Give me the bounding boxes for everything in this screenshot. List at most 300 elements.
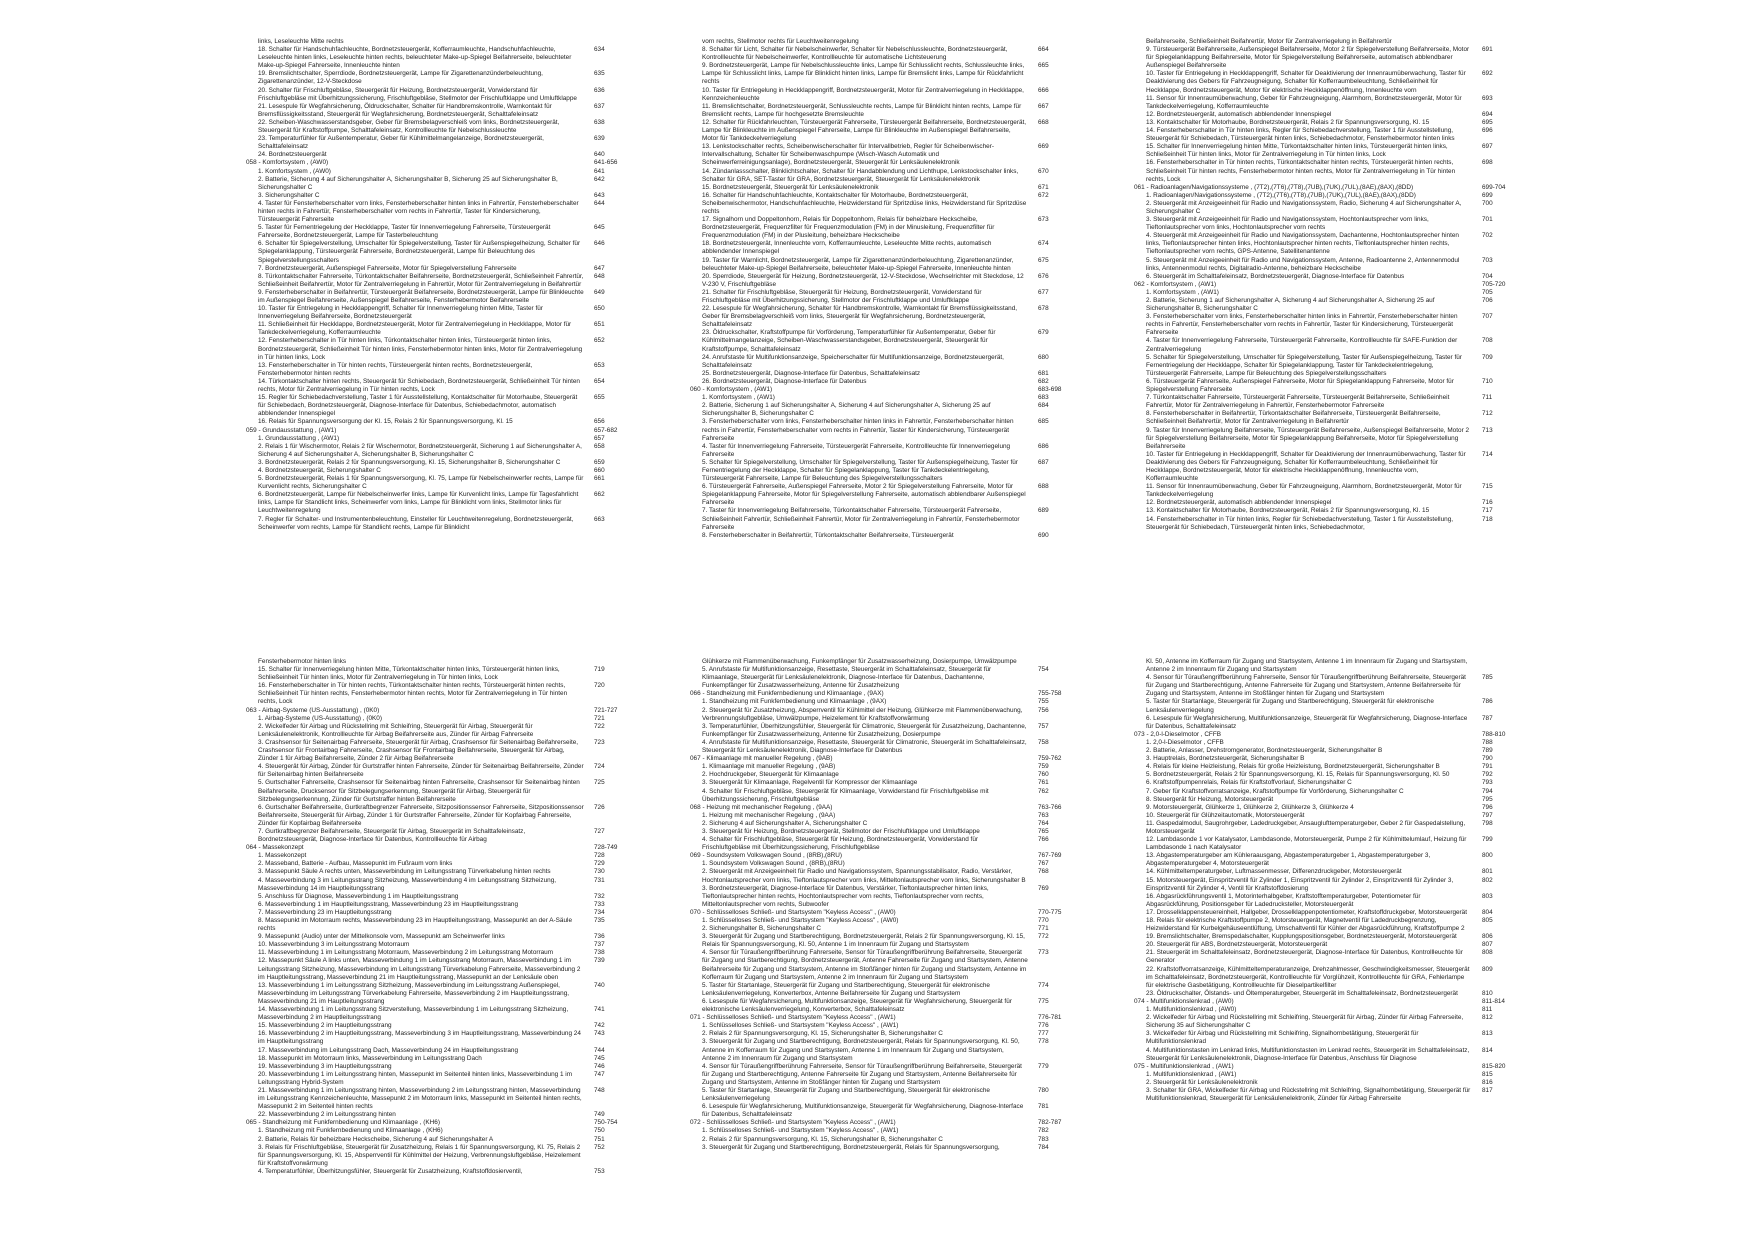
entry-title: 4. Masseverbindung 3 im Leitungsstrang Sitzheizung, Masseverbindung 4 im Leitungsstrang Sitzheizung, Masseverbindung 14 im Hauptleitungsstrang	[258, 876, 557, 892]
entry-page: 637	[594, 102, 605, 110]
entry-page: 810	[1482, 989, 1493, 997]
toc-entry	[258, 957, 628, 981]
entry-page: 812	[1482, 1014, 1493, 1022]
entry-page: 788-810	[1482, 730, 1506, 738]
entry-title: vorn rechts, Stellmotor rechts für Leuchtweitenregelung	[702, 38, 859, 45]
entry-title: 6. Türsteuergerät Fahrerseite, Außenspiegel Fahrerseite, Motor für Spiegelanklappung Fahrerseite, Motor für Spiegelverstellung Fahrerseite	[1146, 377, 1454, 394]
section-heading	[246, 426, 628, 435]
entry-page: 779	[1038, 1062, 1049, 1070]
entry-title: 4. Steuergerät für Airbag, Zünder für Gurtstraffer hinten Fahrerseite, Zünder für Seitenairbag Beifahrerseite, Zünder für Seitenairbag hinten Beifahrerseite	[258, 763, 584, 779]
entry-title: 14. Kühlmitteltemperaturgeber, Luftmassenmesser, Differenzdruckgeber, Motorsteuergerät	[1146, 868, 1402, 876]
entry-title: 3. Relais für Frischluftgebläse, Steuergerät für Zusatzheizung, Relais 1 für Spannungsversorgung, Kl. 75, Relais 2 für Spannungsversorgung, Kl. 15, Absperrventil für Kühlmittel der Heizung, Verbrennungsluftgebläse, Heizelement für Kraftstoffvorwärmung	[258, 1143, 581, 1167]
toc-entry	[702, 836, 1072, 852]
entry-page: 657-682	[594, 426, 618, 434]
entry-title: 3. Steuergerät für Zugang und Startberechtigung, Bordnetzsteuergerät, Relais für Spannungsversorgung,	[702, 1143, 1000, 1151]
entry-title: 10. Taster für Entriegelung in Heckklappengriff, Bordnetzsteuergerät, Motor für Zentralverriegelung in Heckklappe, Kennzeichenleuchte	[702, 86, 1024, 102]
entry-page: 752	[594, 1143, 605, 1151]
entry-page: 726	[594, 803, 605, 811]
entry-page: 713	[1482, 426, 1493, 434]
entry-page: 770-775	[1038, 908, 1062, 916]
toc-entry	[1146, 297, 1516, 313]
entry-title: 2. Steuergerät mit Anzeigeeinheit für Radio und Navigationssystem, Radio, Sicherung 4 auf Sicherungshalter A, Sicherungshalter C	[1146, 199, 1462, 215]
toc-entry	[1146, 232, 1516, 256]
toc-entry	[1146, 917, 1516, 933]
toc-entry	[702, 1063, 1072, 1087]
entry-title: 3. Steuergerät für Zugang und Startberechtigung, Bordnetzsteuergerät, Relais 2 für Spannungsversorgung, Kl. 15, Relais für Spannungsversorgung, Kl. 50, Antenne 1 im Innenraum für Zugang und Startsystem	[702, 933, 1025, 949]
entry-title: 13. Kontaktschalter für Motorhaube, Bordnetzsteuergerät, Relais 2 für Spannungsversorgung, Kl. 15	[1146, 507, 1430, 515]
toc-entry	[1146, 779, 1516, 787]
entry-title: 060 - Komfortsystem , (AW1)	[690, 386, 773, 394]
column-top-left	[246, 38, 628, 532]
entry-title: 9. Türsteuergerät Beifahrerseite, Außenspiegel Beifahrerseite, Motor 2 für Spiegelverstellung Beifahrerseite, Motor für Spiegelanklappung Beifahrerseite, Motor für Spiegelverstellung Beifahrerseite, automatisch abblendbarer Außenspiegel Beifahrerseite	[1146, 46, 1470, 70]
entry-page: 683	[1038, 394, 1049, 402]
toc-entry	[258, 362, 628, 378]
toc-entry	[258, 949, 628, 957]
entry-page: 669	[1038, 143, 1049, 151]
entry-title: 12. Bordnetzsteuergerät, automatisch abblendender Innenspiegel	[1146, 110, 1332, 118]
toc-entry	[258, 1136, 628, 1144]
entry-page: 755	[1038, 698, 1049, 706]
toc-entry	[1146, 763, 1516, 771]
entry-title: 7. Gurtkraftbegrenzer Beifahrerseite, Steuergerät für Airbag, Steuergerät im Schalttafeleinsatz, Bordnetzsteuergerät, Diagnose-Interface für Datenbus, Kontrollleuchte für Airbag	[258, 827, 526, 844]
entry-title: 20. Sperrdiode, Steuergerät für Heizung, Bordnetzsteuergerät, 12-V-Steckdose, Wechselrichter mit Steckdose, 12 V-230 V, Frischluftgebläse	[702, 272, 1024, 288]
entry-page: 666	[1038, 86, 1049, 94]
entry-title: 075 - Multifunktionslenkrad , (AW1)	[1134, 1062, 1234, 1070]
entry-title: 5. Schalter für Spiegelverstellung, Umschalter für Spiegelverstellung, Taster für Außenspiegelheizung, Taster für Fernentriegelung der Heckklappe, Schalter für Spiegelanklappung, Taster für Tankdeckelentriegelung, Türsteuergerät Fahrerseite, Lampe für Beleuchtung des Spiegelverstellungsschalters	[1146, 353, 1462, 377]
toc-entry	[702, 820, 1072, 828]
entry-page: 786	[1482, 698, 1493, 706]
entry-title: 18. Massepunkt im Motorraum links, Masseverbindung im Leitungsstrang Dach	[258, 1054, 482, 1062]
entry-title: 4. Sensor für Türaußengriffberührung Fahrerseite, Sensor für Türaußengriffberührung Beifahrerseite, Steuergerät für Zugang und Startberechtigung, Antenne Fahrerseite für Zugang und Startsystem, Antenne Beifahrerseite für Zugang und Startsystem, Antenne im Stoßfänger hinten für Zugang und Startsystem	[1146, 674, 1466, 698]
entry-page: 791	[1482, 763, 1493, 771]
section-heading	[690, 852, 1072, 860]
entry-page: 770	[1038, 917, 1049, 924]
entry-page: 679	[1038, 329, 1049, 337]
entry-page: 751	[594, 1135, 605, 1143]
entry-title: 12. Lambdasonde 1 vor Katalysator, Lambdasonde, Motorsteuergerät, Pumpe 2 für Kühlmittelumlauf, Heizung für Lambdasonde 1 nach Katalysator	[1146, 836, 1467, 852]
entry-page: 702	[1482, 232, 1493, 240]
entry-title: 23. Öldruckschalter, Kraftstoffpumpe für Vorförderung, Temperaturfühler für Außentemperatur, Geber für Kühlmittelmangelanzeige, Scheiben-Waschwasserstandsgeber, Bordnetzsteuergerät, Steuergerät für Kraftstoffpumpe, Schalttafeleinsatz	[702, 329, 996, 353]
toc-entry	[258, 682, 628, 706]
toc-entry	[1146, 933, 1516, 941]
entry-title: 12. Massepunkt Säule A links unten, Masseverbindung 1 im Leitungsstrang Motorraum, Masseverbindung 1 im Leitungsstrang Sitzheizung, Masseverbindung im Leitungsstrang Türverkabelung Fahrerseite, Masseverbindung 2 im Hauptleitungsstrang, Masseverbindung 21 im Hauptleitungsstrang, Massepunkt an der Lenksäule oben	[258, 957, 581, 981]
entry-title: 15. Schalter für Innenverriegelung hinten Mitte, Türkontaktschalter hinten links, Türsteuergerät hinten links, Schließeinheit Tür hinten links, Motor für Zentralverriegelung in Tür hinten links, Lock	[1146, 143, 1448, 159]
entry-title: 073 - 2,0-l-Dieselmotor , CFFB	[1134, 730, 1222, 738]
entry-title: 8. Massepunkt im Motorraum rechts, Masseverbindung 23 im Hauptleitungsstrang, Massepunkt an der A-Säule rechts	[258, 917, 573, 933]
entry-title: 6. Türsteuergerät Fahrerseite, Außenspiegel Fahrerseite, Motor 2 für Spiegelverstellung Fahrerseite, Motor für Spiegelanklappung Fahrerseite, Motor für Spiegelverstellung Fahrerseite, automatisch abblendbarer Außenspiegel Fahrerseite	[702, 483, 1026, 507]
entry-title: 7. Türkontaktschalter Fahrerseite, Türsteuergerät Fahrerseite, Türsteuergerät Beifahrerseite, Schließeinheit Fahrertür, Motor für Zentralverriegelung in Fahrertür, Fensterhebermotor Fahrerseite	[1146, 394, 1450, 410]
toc-entry	[702, 87, 1072, 103]
entry-title: 14. Fensterheberschalter in Tür hinten links, Regler für Schiebedachverstellung, Taster 1 für Ausstellstellung, Steuergerät für Schiebedach, Türsteuergerät hinten links, Schiebedachmotor,	[1146, 515, 1454, 531]
section-heading	[690, 1014, 1072, 1022]
toc-entry	[1146, 516, 1516, 532]
entry-title: 3. Crashsensor für Seitenairbag Fahrerseite, Steuergerät für Airbag, Crashsensor für Seitenairbag Beifahrerseite, Crashsensor für Frontairbag Fahrerseite, Crashsensor für Frontairbag Beifahrerseite, Steuergerät für Airbag, Zünder 1 für Airbag Beifahrerseite, Zünder 2 für Airbag Beifahrerseite	[258, 738, 579, 763]
entry-title: 17. Signalhorn und Doppeltonhorn, Relais für Doppeltonhorn, Relais für beheizbare Heckscheibe, Bordnetzsteuergerät, Frequenzfilter für Frequenzmodulation (FM) in der Minusleitung, Frequenzfilter für Frequenzmodulation (FM) in der Plusleitung, beheizbare Heckscheibe	[702, 216, 995, 240]
entry-page: 661	[594, 475, 605, 483]
toc-entry	[258, 901, 628, 909]
entry-title: 3. Temperaturfühler, Überhitzungsfühler, Steuergerät für Climatronic, Steuergerät für Zusatzheizung, Dachantenne, Funkempfänger für Zusatzwasserheizung, Antenne für Zusatzheizung, Dosierpumpe	[702, 722, 1027, 738]
toc-entry	[1146, 483, 1516, 499]
entry-page: 658	[594, 442, 605, 450]
toc-entry	[702, 658, 1072, 666]
entry-title: 065 - Standheizung mit Funkfernbedienung und Klimaanlage , (KH6)	[246, 1119, 440, 1127]
toc-entry	[702, 418, 1072, 442]
entry-title: 8. Fensterheberschalter in Beifahrertür, Türkontaktschalter Beifahrerseite, Türsteuergerät	[702, 531, 954, 539]
toc-entry	[1146, 836, 1516, 852]
toc-entry	[258, 151, 628, 159]
toc-entry	[258, 443, 628, 459]
entry-page: 700	[1482, 199, 1493, 207]
toc-entry	[702, 779, 1072, 787]
entry-title: 11. Sensor für Innenraumüberwachung, Geber für Fahrzeugneigung, Alarmhorn, Bordnetzsteuergerät, Motor für Tankdeckelverriegelung, Kofferraumleuchte	[1146, 94, 1462, 110]
entry-title: 10. Masseverbindung 3 im Leitungsstrang Motorraum	[258, 941, 410, 949]
toc-entry	[702, 394, 1072, 402]
entry-page: 815	[1482, 1070, 1493, 1078]
entry-page: 805	[1482, 917, 1493, 924]
entry-page: 695	[1482, 118, 1493, 126]
toc-entry	[702, 812, 1072, 820]
toc-entry	[258, 828, 628, 844]
toc-entry	[1146, 1006, 1516, 1014]
toc-entry	[702, 917, 1072, 925]
entry-title: 7. Masseverbindung 23 im Hauptleitungsstrang	[258, 908, 392, 916]
toc-entry	[702, 532, 1072, 540]
entry-page: 654	[594, 377, 605, 385]
entry-page: 723	[594, 738, 605, 746]
section-heading	[1134, 183, 1516, 192]
entry-page: 715	[1482, 483, 1493, 491]
entry-page: 684	[1038, 402, 1049, 410]
entry-title: 6. Gurtschalter Beifahrerseite, Gurtkraftbegrenzer Fahrerseite, Sitzpositionssensor Fahrerseite, Sitzpositionssensor Beifahrerseite, Steuergerät für Airbag, Zünder 1 für Gurtstraffer Fahrerseite, Zünder für Kopfairbag Fahrerseite, Zünder für Kopfairbag Beifahrerseite	[258, 803, 584, 827]
entry-title: 22. Lesespule für Wegfahrsicherung, Schalter für Handbremskontrolle, Warnkontakt für Bremsflüssigkeitsstand, Geber für Bremsbelagverschleiß vorn links, Steuergerät für Wegfahrsicherung, Bordnetzsteuergerät, Schalttafeleinsatz	[702, 305, 1018, 329]
section-heading	[690, 803, 1072, 812]
entry-page: 767	[1038, 860, 1049, 868]
entry-page: 673	[1038, 216, 1049, 224]
entry-title: 10. Taster für Entriegelung in Heckklappengriff, Schalter für Deaktivierung der Innenraumüberwachung, Taster für Deaktivierung des Gebers für Fahrzeugneigung, Schalter für Kofferraumbeleuchtung, Schließeinheit für Heckklappe, Bordnetzsteuergerät, Motor für elektrische Heckklappenöffnung, Innenleuchte vorn, Kofferraumleuchte	[1146, 450, 1466, 483]
entry-page: 769	[1038, 884, 1049, 892]
entry-title: 21. Lesespule für Wegfahrsicherung, Öldruckschalter, Schalter für Handbremskontrolle, Warnkontakt für Bremsflüssigkeitsstand, Steuergerät für Wegfahrsicherung, Bordnetzsteuergerät, Schalttafeleinsatz	[258, 102, 552, 118]
entry-page: 755-758	[1038, 690, 1062, 698]
entry-title: 3. Steuergerät für Klimaanlage, Regelventil für Kompressor der Klimaanlage	[702, 779, 918, 787]
toc-entry	[1146, 755, 1516, 763]
section-heading	[1134, 997, 1516, 1006]
entry-page: 641	[594, 167, 605, 175]
entry-title: 063 - Airbag-Systeme (US-Ausstattung) , (0K0)	[246, 706, 380, 714]
section-heading	[690, 755, 1072, 763]
toc-entry	[258, 917, 628, 933]
entry-page: 807	[1482, 941, 1493, 949]
entry-title: 13. Fensterheberschalter in Tür hinten rechts, Türsteuergerät hinten rechts, Bordnetzsteuergerät, Fensterhebermotor hinten rechts	[258, 361, 533, 377]
entry-title: 2. Hochdruckgeber, Steuergerät für Klimaanlage	[702, 771, 839, 779]
toc-entry	[702, 860, 1072, 868]
entry-title: 24. Anrufstaste für Multifunktionsanzeige, Speicherschalter für Multifunktionsanzeige, Bordnetzsteuergerät, Schalttafeleinsatz	[702, 353, 1004, 369]
toc-entry	[1146, 427, 1516, 451]
entry-title: 2. Wickelfeder für Airbag und Rückstellring mit Schleifring, Steuergerät für Airbag, Steuergerät für Lenksäulenelektronik, Kontrollleuchte für Airbag Beifahrerseite aus, Zünder für Airbag Fahrerseite	[258, 722, 534, 738]
toc-entry	[702, 1127, 1072, 1135]
entry-page: 731	[594, 876, 605, 884]
entry-page: 728	[594, 852, 605, 860]
entry-page: 705-720	[1482, 280, 1506, 288]
entry-title: 23. Temperaturfühler für Außentemperatur, Geber für Kühlmittelmangelanzeige, Bordnetzsteuergerät, Schalttafeleinsatz	[258, 135, 544, 151]
toc-entry	[1146, 1030, 1516, 1046]
toc-entry	[1146, 119, 1516, 127]
toc-entry	[1146, 216, 1516, 232]
section-heading	[690, 386, 1072, 394]
toc-entry	[1146, 451, 1516, 483]
entry-title: 18. Schalter für Handschuhfachleuchte, Bordnetzsteuergerät, Kofferraumleuchte, Handschuhfachleuchte, Leseleuchte hinten links, Leseleuchte hinten rechts, beleuchteter Make-up-Spiegel Beifahrerseite, beleuchteter Make-up-Spiegel Fahrerseite, Innenleuchte hinten	[258, 46, 572, 70]
toc-entry	[258, 273, 628, 289]
entry-page: 815-820	[1482, 1062, 1506, 1070]
entry-page: 746	[594, 1062, 605, 1070]
entry-title: 062 - Komfortsystem , (AW1)	[1134, 280, 1217, 288]
toc-entry	[1146, 38, 1516, 46]
toc-entry	[1146, 507, 1516, 515]
toc-entry	[702, 38, 1072, 46]
entry-page: 782-787	[1038, 1119, 1062, 1127]
toc-entry	[258, 982, 628, 1006]
toc-entry	[702, 370, 1072, 378]
toc-entry	[258, 1111, 628, 1119]
entry-page: 642	[594, 175, 605, 183]
toc-entry	[1146, 313, 1516, 337]
toc-entry	[1146, 70, 1516, 94]
entry-title: 18. Bordnetzsteuergerät, Innenleuchte vorn, Kofferraumleuchte, Leseleuchte Mitte rechts, automatisch abblendender Innenspiegel	[702, 240, 992, 256]
entry-page: 788	[1482, 738, 1493, 746]
entry-page: 664	[1038, 46, 1049, 54]
entry-title: 9. Bordnetzsteuergerät, Lampe für Nebelschlussleuchte links, Lampe für Schlusslicht rechts, Schlussleuchte links, Lampe für Schlusslicht links, Lampe für Blinklicht hinten links, Lampe für Bremslicht links, Lampe für Rückfahrlicht rechts	[702, 62, 1025, 86]
entry-page: 711	[1482, 394, 1493, 402]
entry-title: 1. Airbag-Systeme (US-Ausstattung) , (0K0)	[258, 714, 382, 722]
entry-title: 7. Taster für Innenverriegelung Beifahrerseite, Türkontaktschalter Fahrerseite, Türsteuergerät Fahrerseite, Schließeinheit Fahrertür, Schließeinheit Fahrertür, Motor für Zentralverriegelung in Fahrertür, Fensterhebermotor Fahrerseite	[702, 507, 1020, 531]
toc-entry	[702, 184, 1072, 192]
entry-page: 774	[1038, 981, 1049, 989]
toc-entry	[258, 941, 628, 949]
toc-entry	[1146, 1071, 1516, 1079]
entry-title: 3. Sicherungshalter C	[258, 191, 320, 199]
entry-page: 756	[1038, 706, 1049, 714]
toc-entry	[702, 305, 1072, 329]
entry-page: 802	[1482, 876, 1493, 884]
toc-entry	[702, 329, 1072, 353]
entry-page: 759	[1038, 763, 1049, 771]
section-heading	[1134, 1062, 1516, 1071]
entry-title: 9. Taster für Innenverriegelung Beifahrerseite, Türsteuergerät Beifahrerseite, Außenspiegel Beifahrerseite, Motor 2 für Spiegelverstellung Beifahrerseite, Motor für Spiegelanklappung Beifahrerseite, Motor für Spiegelverstellung Beifahrerseite	[1146, 426, 1470, 450]
entry-page: 707	[1482, 313, 1493, 321]
entry-page: 741	[594, 1006, 605, 1014]
entry-page: 699	[1482, 191, 1493, 199]
entry-page: 685	[1038, 418, 1049, 426]
entry-page: 776	[1038, 1022, 1049, 1030]
toc-entry	[702, 707, 1072, 723]
entry-title: 4. Schalter für Frischluftgebläse, Steuergerät für Heizung, Bordnetzsteuergerät, Vorwiderstand für Frischluftgebläse mit Überhitzungssicherung, Frischluftgebläse	[702, 836, 979, 852]
entry-page: 767-769	[1038, 852, 1062, 860]
toc-entry	[702, 788, 1072, 804]
entry-title: 1. Komfortsystem , (AW1)	[1146, 288, 1219, 296]
toc-entry	[258, 200, 628, 224]
toc-entry	[1146, 159, 1516, 183]
entry-page: 809	[1482, 965, 1493, 973]
entry-page: 743	[594, 1030, 605, 1038]
entry-page: 672	[1038, 191, 1049, 199]
toc-entry	[702, 62, 1072, 86]
entry-page: 742	[594, 1022, 605, 1030]
section-heading	[690, 690, 1072, 698]
entry-title: 4. Sensor für Türaußengriffberührung Fahrerseite, Sensor für Türaußengriffberührung Beifahrerseite, Steuergerät für Zugang und Startberechtigung, Bordnetzsteuergerät, Antenne Fahrerseite für Zugang und Startsystem, Antenne Beifahrerseite für Zugang und Startsystem, Antenne im Stoßfänger hinten für Zugang und Startsystem, Antenne im Kofferraum für Zugang und Startsystem, Antenne 2 im Innenraum für Zugang und Startsystem	[702, 949, 1028, 981]
entry-page: 712	[1482, 410, 1493, 418]
entry-page: 721-727	[594, 706, 618, 714]
toc-entry	[1146, 966, 1516, 990]
toc-entry	[258, 435, 628, 443]
entry-title: 11. Schließeinheit für Heckklappe, Bordnetzsteuergerät, Motor für Zentralverriegelung in Heckklappe, Motor für Tankdeckelverriegelung, Kofferraumleuchte	[258, 321, 572, 337]
toc-entry	[1146, 868, 1516, 876]
toc-entry	[258, 378, 628, 394]
toc-entry	[702, 378, 1072, 386]
entry-title: 1. 2,0-l-Dieselmotor , CFFB	[1146, 738, 1224, 746]
entry-page: 699-704	[1482, 183, 1506, 191]
entry-page: 644	[594, 199, 605, 207]
entry-title: 13. Abgastemperaturgeber am Kühleraausgang, Abgastemperaturgeber 1, Abgastemperaturgeber 3, Abgastemperaturgeber 4, Motorsteuergerät	[1146, 852, 1431, 868]
entry-title: 5. Taster für Startanlage, Steuergerät für Zugang und Startberechtigung, Steuergerät für elektronische Lenksäulenverriegelung, Konverterbox, Antenne Beifahrerseite für Zugang und Startsystem	[702, 981, 990, 997]
entry-page: 724	[594, 763, 605, 771]
entry-page: 808	[1482, 949, 1493, 957]
toc-entry	[702, 1103, 1072, 1119]
entry-title: 21. Steuergerät im Schalttafeleinsatz, Bordnetzsteuergerät, Diagnose-Interface für Datenbus, Kontrollleuchte für Generator	[1146, 949, 1463, 965]
entry-page: 797	[1482, 811, 1493, 819]
toc-entry	[1146, 1014, 1516, 1030]
toc-entry	[258, 1022, 628, 1030]
toc-entry	[258, 516, 628, 532]
toc-entry	[702, 289, 1072, 305]
entry-title: 15. Regler für Schiebedachverstellung, Taster 1 für Ausstellstellung, Kontaktschalter für Motorhaube, Steuergerät für Schiebedach, Bordnetzsteuergerät, Diagnose-Interface für Datenbus, Schiebedachmotor, automatisch abblendender Innenspiegel	[258, 394, 578, 418]
toc-entry	[702, 192, 1072, 216]
entry-title: 070 - Schlüsselloses Schließ- und Startsystem "Keyless Access" , (AW0)	[690, 908, 896, 916]
entry-page: 785	[1482, 674, 1493, 682]
entry-title: 4. Taster für Innenverriegelung Fahrerseite, Türsteuergerät Fahrerseite, Kontrollleuchte für Innenverriegelung Fahrerseite	[702, 442, 1011, 458]
entry-title: 14. Masseverbindung 1 im Leitungsstrang Sitzverstellung, Masseverbindung 1 im Leitungsstrang Sitzheizung, Masseverbindung 2 im Hauptleitungsstrang	[258, 1006, 569, 1022]
toc-entry	[258, 192, 628, 200]
entry-title: 23. Öldruckschalter, Ölstands- und Öltemperaturgeber, Steuergerät im Schalttafeleinsatz, Bordnetzsteuergerät	[1146, 989, 1458, 997]
toc-entry	[702, 1136, 1072, 1144]
entry-page: 710	[1482, 377, 1493, 385]
entry-title: Kl. 50, Antenne im Kofferraum für Zugang und Startsystem, Antenne 1 im Innenraum für Zugang und Startsystem, Antenne 2 im Innenraum für Zugang und Startsystem	[1146, 658, 1468, 674]
entry-title: 26. Bordnetzsteuergerät, Diagnose-Interface für Datenbus	[702, 377, 867, 385]
entry-page: 816	[1482, 1078, 1493, 1086]
entry-title: 16. Relais für Spannungsversorgung der Kl. 15, Relais 2 für Spannungsversorgung, Kl. 15	[258, 418, 513, 426]
entry-page: 737	[594, 941, 605, 949]
entry-title: 14. Türkontaktschalter hinten rechts, Steuergerät für Schiebedach, Bordnetzsteuergerät, Schließeinheit Tür hinten rechts, Motor für Zentralverriegelung in Tür hinten rechts, Lock	[258, 377, 580, 394]
entry-title: 2. Batterie, Sicherung 1 auf Sicherungshalter A, Sicherung 4 auf Sicherungshalter A, Sicherung 25 auf Sicherungshalter B, Sicherungshalter C	[1146, 297, 1435, 313]
toc-entry	[702, 1030, 1072, 1038]
toc-entry	[258, 168, 628, 176]
entry-page: 675	[1038, 256, 1049, 264]
entry-page: 635	[594, 70, 605, 78]
entry-title: 10. Steuergerät für Glühzeitautomatik, Motorsteuergerät	[1146, 811, 1305, 819]
entry-title: 6. Steuergerät im Schalttafeleinsatz, Bordnetzsteuergerät, Diagnose-Interface für Datenbus	[1146, 272, 1405, 280]
toc-entry	[702, 698, 1072, 706]
entry-page: 794	[1482, 787, 1493, 795]
entry-page: 760	[1038, 771, 1049, 779]
toc-entry	[258, 1071, 628, 1087]
entry-page: 656	[594, 418, 605, 426]
entry-title: 3. Bordnetzsteuergerät, Relais 2 für Spannungsversorgung, Kl. 15, Sicherungshalter B, Sicherungshalter C	[258, 458, 561, 466]
entry-page: 777	[1038, 1030, 1049, 1038]
toc-entry	[258, 1144, 628, 1168]
entry-page: 641-656	[594, 159, 618, 167]
entry-page: 650	[594, 305, 605, 313]
entry-page: 645	[594, 224, 605, 232]
entry-title: 19. Taster für Warnlicht, Bordnetzsteuergerät, Lampe für Zigarettenanzünderbeleuchtung, Zigarettenanzünder, beleuchteter Make-up-Spiegel Beifahrerseite, beleuchteter Make-up-Spiegel Fahrerseite, Innenleuchte hinten	[702, 256, 1014, 272]
entry-title: 2. Relais 2 für Spannungsversorgung, Kl. 15, Sicherungshalter B, Sicherungshalter C	[702, 1030, 943, 1038]
entry-page: 648	[594, 272, 605, 280]
section-heading	[1134, 280, 1516, 289]
entry-title: 6. Lesespule für Wegfahrsicherung, Multifunktionsanzeige, Steuergerät für Wegfahrsicherung, Steuergerät für elektronische Lenksäulenverriegelung, Konverterbox, Schalttafeleinsatz	[702, 997, 1012, 1014]
entry-page: 665	[1038, 62, 1049, 70]
entry-title: 9. Motorsteuergerät, Glühkerze 1, Glühkerze 2, Glühkerze 3, Glühkerze 4	[1146, 803, 1354, 811]
entry-title: 2. Sicherung 4 auf Sicherungshalter A, Sicherungshalter C	[702, 819, 868, 827]
entry-title: 2. Relais 2 für Spannungsversorgung, Kl. 15, Sicherungshalter B, Sicherungshalter C	[702, 1135, 943, 1143]
entry-page: 773	[1038, 949, 1049, 957]
entry-title: 11. Gaspedalmodul, Saugrohrgeber, Ladedruckgeber, Ansauglufttemperaturgeber, Geber 2 für Gaspedalstellung, Motorsteuergerät	[1146, 819, 1466, 835]
toc-entry	[258, 176, 628, 192]
entry-title: 24. Bordnetzsteuergerät	[258, 151, 327, 159]
section-heading	[690, 1119, 1072, 1127]
toc-entry	[702, 666, 1072, 690]
toc-entry	[702, 1022, 1072, 1030]
entry-page: 714	[1482, 450, 1493, 458]
entry-title: 059 - Grundausstattung , (AW1)	[246, 426, 337, 434]
entry-title: 11. Bremslichtschalter, Bordnetzsteuergerät, Schlussleuchte rechts, Lampe für Blinklicht hinten rechts, Lampe für Bremslicht rechts, Lampe für hochgesetzte Bremsleuchte	[702, 102, 1022, 118]
entry-title: 5. Bordnetzsteuergerät, Relais 1 für Spannungsversorgung, Kl. 75, Lampe für Nebelscheinwerfer rechts, Lampe für Kurvenlicht rechts, Sicherungshalter C	[258, 475, 584, 491]
entry-page: 757	[1038, 722, 1049, 730]
entry-title: 14. Fensterheberschalter in Tür hinten links, Regler für Schiebedachverstellung, Taster 1 für Ausstellstellung, Steuergerät für Schiebedach, Türsteuergerät hinten links, Schiebedachmotor, Fensterhebermotor hinten links	[1146, 127, 1455, 143]
entry-title: 19. Bremslichtschalter, Sperrdiode, Bordnetzsteuergerät, Lampe für Zigarettenanzünderbeleuchtung, Zigarettenanzünder, 12-V-Steckdose	[258, 70, 543, 86]
entry-title: Fensterhebermotor hinten links	[258, 658, 347, 665]
entry-title: 20. Schalter für Frischluftgebläse, Steuergerät für Heizung, Bordnetzsteuergerät, Vorwiderstand für Frischluftgebläse mit Überhitzungssicherung, Frischluftgebläse, Stellmotor der Frischluftklappe und Umluftklappe	[258, 86, 577, 102]
entry-page: 782	[1038, 1127, 1049, 1135]
toc-entry	[702, 828, 1072, 836]
entry-page: 701	[1482, 216, 1493, 224]
entry-page: 776-781	[1038, 1014, 1062, 1022]
entry-title: 16. Abgasrückführungsventil 1, Motorinterhalbgeber, Kraftstofftemperaturgeber, Potentiometer für Abgasrückführung, Positionsgeber für Ladedrucksteller, Motorsteuergerät	[1146, 892, 1421, 908]
toc-entry	[1146, 739, 1516, 747]
toc-entry	[702, 402, 1072, 418]
toc-entry	[258, 38, 628, 46]
toc-entry	[702, 763, 1072, 771]
entry-page: 660	[594, 466, 605, 474]
entry-page: 696	[1482, 127, 1493, 135]
entry-title: 5. Taster für Startanlage, Steuergerät für Zugang und Startberechtigung, Steuergerät für elektronische Lenksäulenverriegelung	[702, 1086, 990, 1103]
entry-title: 2. Sicherungshalter B, Sicherungshalter C	[702, 925, 822, 933]
toc-entry	[258, 135, 628, 151]
entry-page: 789	[1482, 747, 1493, 755]
entry-page: 668	[1038, 118, 1049, 126]
entry-title: 2. Relais 1 für Wischermotor, Relais 2 für Wischermotor, Bordnetzsteuergerät, Sicherung 1 auf Sicherungshalter A, Sicherung 4 auf Sicherungshalter A, Sicherungshalter B, Sicherungshalter C	[258, 442, 582, 458]
entry-title: 20. Masseverbindung 1 im Leitungsstrang hinten, Massepunkt im Seitenteil hinten links, Masseverbindung 1 im Leitungsstrang Hybrid-System	[258, 1070, 573, 1086]
entry-page: 704	[1482, 272, 1493, 280]
toc-entry	[258, 1047, 628, 1055]
entry-page: 693	[1482, 94, 1493, 102]
toc-entry	[1146, 674, 1516, 698]
toc-entry	[258, 459, 628, 467]
entry-page: 781	[1038, 1103, 1049, 1111]
entry-page: 750-754	[594, 1119, 618, 1127]
entry-title: 15. Bordnetzsteuergerät, Steuergerät für Lenksäulenelektronik	[702, 183, 879, 191]
entry-title: 6. Lesespule für Wegfahrsicherung, Multifunktionsanzeige, Steuergerät für Wegfahrsicherung, Diagnose-Interface für Datenbus, Schalttafeleinsatz	[1146, 714, 1468, 730]
entry-title: 3. Steuergerät mit Anzeigeeinheit für Radio und Navigationssystem, Hochtonlautsprecher vorn links, Tieftonlautsprecher vorn links, Hochtonlautsprecher vorn rechts	[1146, 216, 1429, 232]
entry-page: 698	[1482, 159, 1493, 167]
entry-title: 16. Schalter für Handschuhfachleuchte, Kontaktschalter für Motorhaube, Bordnetzsteuergerät, Scheibenwischermotor, Handschuhfachleuchte, Heizwiderstand für Spritzdüse links, Heizwiderstand für Spritzdüse rechts	[702, 191, 1027, 215]
entry-title: 3. Bordnetzsteuergerät, Diagnose-Interface für Datenbus, Verstärker, Tieftonlautsprecher hinten links, Tieftonlautsprecher hinten rechts, Hochtonlautsprecher vorn rechts, Tieftonlautsprecher vorn rechts, Mitteltonlautsprecher vorn rechts, Subwoofer	[702, 884, 989, 908]
